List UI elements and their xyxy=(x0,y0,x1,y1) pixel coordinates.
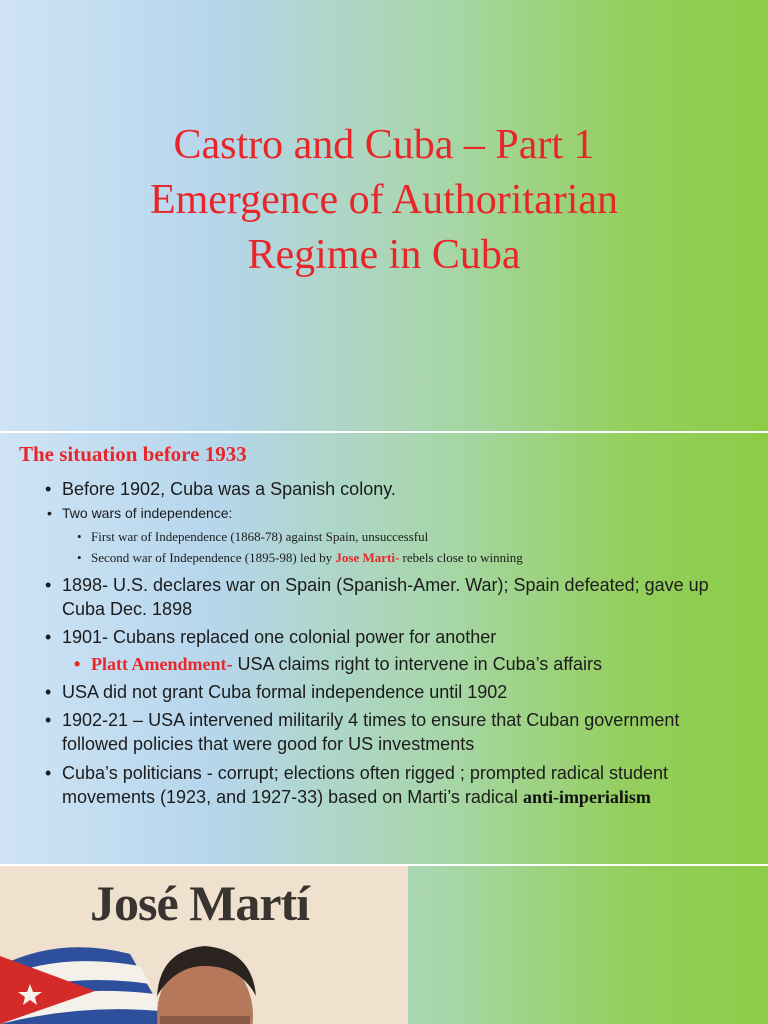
bullet-icon: • xyxy=(45,627,52,647)
bullet-text-line-1: 1902-21 – USA intervened militarily 4 times to ensure that Cuban government xyxy=(62,710,680,730)
bullet-item xyxy=(45,573,709,621)
anti-imperialism-highlight: anti-imperialism xyxy=(522,787,651,807)
title-line-2: Emergence of Authoritarian xyxy=(149,177,619,223)
bullet-text-line-2: movements (1923, and 1927-33) based on Marti’s radical xyxy=(62,787,523,807)
bullet-text-post: rebels close to winning xyxy=(399,550,523,565)
jose-marti-poster-image xyxy=(0,866,408,1024)
bullet-item xyxy=(45,680,508,704)
sub-bullet-item xyxy=(77,550,523,566)
bullet-text: 1901- Cubans replaced one colonial power for another xyxy=(62,627,497,647)
poster-title: José Martí xyxy=(90,875,310,931)
bullet-icon: • xyxy=(47,505,52,521)
bullet-text: Before 1902, Cuba was a Spanish colony. xyxy=(62,479,396,499)
jose-marti-highlight: Jose Marti- xyxy=(335,550,400,565)
bullet-text: First war of Independence (1868-78) against Spain, unsuccessful xyxy=(91,529,429,544)
bullet-text-post: USA claims right to intervene in Cuba’s affairs xyxy=(232,654,602,674)
title-slide xyxy=(0,0,768,431)
bullet-icon: • xyxy=(77,550,82,565)
bullet-text-line-2: Cuba Dec. 1898 xyxy=(62,599,193,619)
bullet-text-pre: Second war of Independence (1895-98) led by xyxy=(91,550,336,565)
bullet-text: USA did not grant Cuba formal independence until 1902 xyxy=(62,682,508,702)
photo-slide xyxy=(0,866,768,1024)
sub-bullet-item xyxy=(77,529,429,545)
bullet-icon: • xyxy=(74,654,81,674)
bullet-item xyxy=(45,761,668,809)
bullet-text-line-1: 1898- U.S. declares war on Spain (Spanish-Amer. War); Spain defeated; gave up xyxy=(62,575,709,595)
bullet-icon: • xyxy=(45,763,52,783)
sub-bullet-item xyxy=(74,652,602,676)
platt-amendment-highlight: Platt Amendment- xyxy=(91,654,233,674)
bullet-icon: • xyxy=(77,529,82,544)
bullet-icon: • xyxy=(45,710,52,730)
bullet-text-line-2: followed policies that were good for US investments xyxy=(62,734,475,754)
slide-title xyxy=(0,118,768,283)
title-line-3: Regime in Cuba xyxy=(247,232,521,278)
bullet-text-line-1: Cuba’s politicians - corrupt; elections often rigged ; prompted radical student xyxy=(62,763,668,783)
bullet-item xyxy=(45,477,396,501)
bullet-icon: • xyxy=(45,479,52,499)
bullet-icon: • xyxy=(45,575,52,595)
bullet-item xyxy=(47,505,233,521)
title-line-1: Castro and Cuba – Part 1 xyxy=(173,122,595,168)
content-slide xyxy=(0,433,768,864)
bullet-icon: • xyxy=(45,682,52,702)
bullet-text: Two wars of independence: xyxy=(62,505,233,521)
slide-heading: The situation before 1933 xyxy=(19,442,247,466)
bullet-item xyxy=(45,708,680,756)
bullet-item xyxy=(45,625,497,649)
